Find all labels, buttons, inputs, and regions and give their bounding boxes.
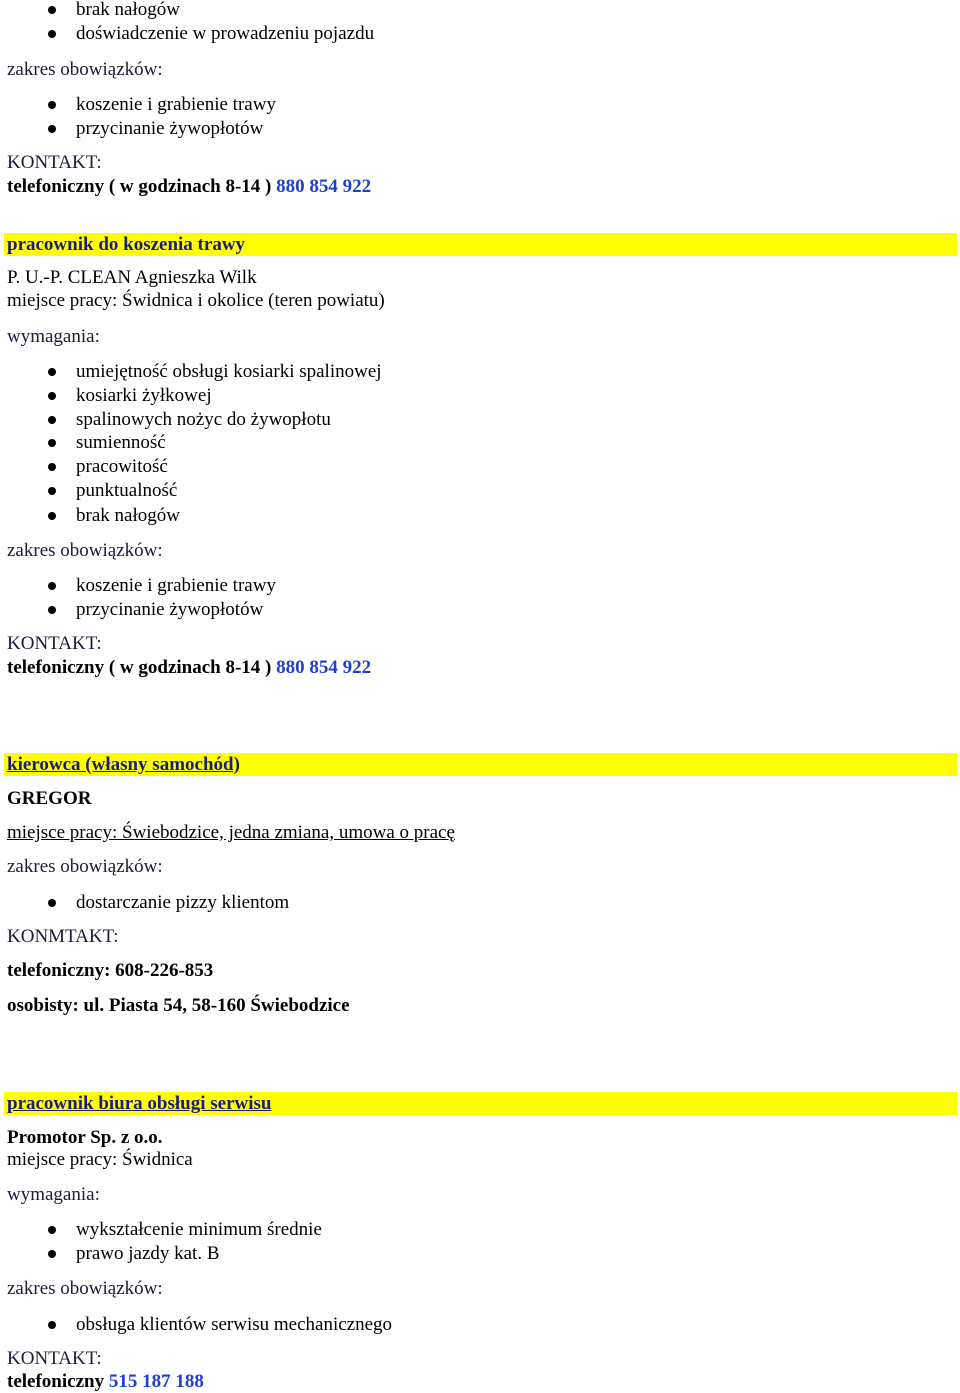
bullet-icon [48,1321,56,1329]
contact-phone-line [7,176,371,198]
job-title: pracownik do koszenia trawy [7,234,246,255]
bullet-icon [48,368,56,376]
bullet-icon [48,416,56,424]
bullet-icon [48,101,56,109]
bullet-icon [48,512,56,520]
contact-label: KONTAKT: [7,152,102,173]
bullet-icon [48,6,56,14]
list-item: obsługa klientów serwisu mechanicznego [0,1314,700,1336]
contact-label: KONMTAKT: [7,926,119,947]
contact-phone-line [7,657,371,679]
work-location: miejsce pracy: Świebodzice, jedna zmiana, umowa o pracę [7,822,455,843]
phone-number-link[interactable]: 880 854 922 [276,176,372,197]
list-item: wykształcenie minimum średnie [0,1219,700,1241]
list-item: przycinanie żywopłotów [0,118,700,140]
list-item: brak nałogów [0,0,700,21]
list-item: spalinowych nożyc do żywopłotu [0,409,700,431]
list-item: prawo jazdy kat. B [0,1243,700,1265]
bullet-icon [48,899,56,907]
list-item: doświadczenie w prowadzeniu pojazdu [0,23,700,45]
bullet-icon [48,30,56,38]
list-item: pracowitość [0,456,700,478]
requirements-label: wymagania: [7,1184,100,1205]
bullet-icon [48,487,56,495]
duties-label: zakres obowiązków: [7,59,163,80]
contact-phone-line: telefoniczny: 608-226-853 [7,960,214,981]
list-item: koszenie i grabienie trawy [0,94,700,116]
job-title: pracownik biura obsługi serwisu [7,1093,272,1114]
bullet-icon [48,463,56,471]
phone-number-link[interactable]: 515 187 188 [108,1371,204,1392]
work-location: miejsce pracy: Świdnica [7,1149,193,1170]
bullet-icon [48,1226,56,1234]
contact-phone-line [7,1371,204,1393]
contact-label: KONTAKT: [7,1348,102,1369]
duties-label: zakres obowiązków: [7,856,163,877]
list-item: sumienność [0,432,700,454]
bullet-icon [48,606,56,614]
bullet-icon [48,439,56,447]
bullet-icon [48,582,56,590]
job-title-bar [4,1092,957,1115]
job-title: kierowca (własny samochód) [7,754,240,775]
employer-name: Promotor Sp. z o.o. [7,1127,163,1148]
phone-text: telefoniczny ( w godzinach 8-14 ) [7,176,272,197]
duties-label: zakres obowiązków: [7,540,163,561]
employer-name: GREGOR [7,788,92,809]
contact-address-line: osobisty: ul. Piasta 54, 58-160 Świebodzice [7,995,350,1016]
job-title-bar [4,233,957,256]
work-location: miejsce pracy: Świdnica i okolice (teren powiatu) [7,290,385,311]
requirements-label: wymagania: [7,326,100,347]
list-item: punktualność [0,480,700,502]
phone-text: telefoniczny [7,1371,105,1392]
list-item: brak nałogów [0,505,700,527]
bullet-icon [48,1250,56,1258]
list-item: dostarczanie pizzy klientom [0,892,700,914]
list-item: koszenie i grabienie trawy [0,575,700,597]
contact-label: KONTAKT: [7,633,102,654]
bullet-icon [48,125,56,133]
phone-number-link[interactable]: 880 854 922 [276,657,372,678]
employer-name: P. U.-P. CLEAN Agnieszka Wilk [7,267,257,288]
duties-label: zakres obowiązków: [7,1278,163,1299]
list-item: przycinanie żywopłotów [0,599,700,621]
phone-text: telefoniczny ( w godzinach 8-14 ) [7,657,272,678]
list-item: kosiarki żyłkowej [0,385,700,407]
bullet-icon [48,392,56,400]
list-item: umiejętność obsługi kosiarki spalinowej [0,361,700,383]
job-title-bar [4,753,957,776]
